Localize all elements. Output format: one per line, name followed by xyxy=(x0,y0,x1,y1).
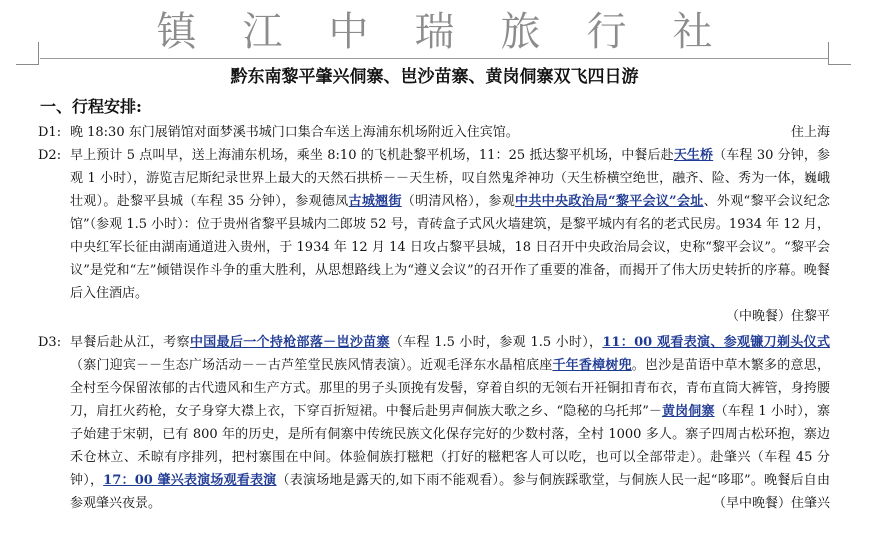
header-rule xyxy=(40,58,829,59)
day-text: 晚 18:30 东门展销馆对面梦溪书城门口集合车送上海浦东机场附近入住宾馆。 xyxy=(70,125,519,140)
agency-header: 镇江中瑞旅行社 xyxy=(156,9,759,55)
day-label: D1: xyxy=(38,125,62,140)
day-text: （寨门迎宾－－生态广场活动－－古芦笙堂民族风情表演）。近观毛泽东水晶棺底座 xyxy=(70,358,553,373)
day-text: 早上预计 5 点叫早，送上海浦东机场，乘坐 8:10 的飞机赴黎平机场，11：25 抵达黎平机场，中餐后赴 xyxy=(70,148,674,163)
day-text: （明清风格），参观 xyxy=(401,194,516,209)
attraction-link[interactable]: 古城翘街 xyxy=(348,194,402,209)
day-text: 。岜沙是苗语中草木繁多的意思，全村至今保留浓郁的古代遗风和生产方式。那里的男子头顶挽有发髻，穿着自织的无领右开衽铜扣青布衣，青布直筒大裤管，身挎腰刀，肩扛火药枪，女子身穿大襟上衣，下穿百折短裙。中餐后赴男声侗族大歌之乡、“隐秘的乌托邦”－ xyxy=(70,358,830,419)
crop-mark-top-left xyxy=(16,42,39,65)
day-description xyxy=(70,121,830,144)
attraction-link[interactable]: 黄岗侗寨 xyxy=(661,404,715,419)
day-text: （车程 1.5 小时，参观 1.5 小时）， xyxy=(389,335,603,350)
day-description xyxy=(70,144,830,328)
day-text: （车程 1 小时），寨子始建于宋朝，已有 800 年的历史，是所有侗寨中传统民族文化保存完好的少数村落，全村 1000 多人。寨子四周古松环抱，寨边禾仓林立、禾晾有序排列，把村寨围在中间。体验侗族打糍粑（打好的糍粑客人可以吃，也可以全部带走）。赴肇兴（车程 45 分钟）， xyxy=(70,404,830,488)
document-title: 黔东南黎平肇兴侗寨、岜沙苗寨、黄岗侗寨双飞四日游 xyxy=(230,67,639,87)
lodging-label: 住黎平 xyxy=(790,309,830,324)
day-label: D3: xyxy=(38,335,62,350)
crop-mark-top-right xyxy=(828,42,851,65)
section-heading: 一、行程安排: xyxy=(40,97,142,116)
meals-label: （早中晚餐） xyxy=(712,496,791,511)
day-text: （表演场地是露天的,如下雨不能观看）。参与侗族踩歌堂，与侗族人民一起“哆耶”。晚餐后自由参观肇兴夜景。 xyxy=(70,473,830,511)
attraction-link[interactable]: 11：00 观看表演、参观镰刀剃头仪式 xyxy=(602,335,830,350)
attraction-link[interactable]: 千年香樟树兜 xyxy=(552,358,632,373)
lodging-label: 住上海 xyxy=(790,125,830,140)
day-footer xyxy=(70,305,830,328)
day-text: 早餐后赴从江，考察 xyxy=(70,335,190,350)
attraction-link[interactable]: 中共中央政治局“黎平会议”会址 xyxy=(515,194,704,209)
day-text: 、外观“黎平会议纪念馆”（参观 1.5 小时）：位于贵州省黎平县城内二郎坡 52 号，青砖盒子式风火墙建筑，是黎平城内有名的老式民房。1934 年 12 月，中央红军长征由湖南通道进入贵州，于 1934 年 12 月 14 日攻占黎平县城，18 日召开中央政治局会议，史称“黎平会议”。“黎平会议”是党和“左”倾错误作斗争的重大胜利，从思想路线上为“遵义会议”的召开作了重要的准备，而揭开了伟大历史转折的序幕。晚餐后入住酒店。 xyxy=(70,194,830,301)
attraction-link[interactable]: 中国最后一个持枪部落－岜沙苗寨 xyxy=(189,335,390,350)
day-text: （车程 30 分钟，参观 1 小时），游览吉尼斯纪录世界上最大的天然石拱桥－－天生桥，叹自然鬼斧神功（天生桥横空绝世，融齐、险、秀为一体，巍峨壮观）。赴黎平县城（车程 35 分钟），参观德凤 xyxy=(70,148,830,209)
day-description xyxy=(70,331,830,515)
attraction-link[interactable]: 天生桥 xyxy=(673,148,714,163)
day-label: D2: xyxy=(38,148,62,163)
meals-label: （中晚餐） xyxy=(725,309,791,324)
day-footer xyxy=(713,492,830,515)
attraction-link[interactable]: 17：00 肇兴表演场观看表演 xyxy=(103,473,277,488)
lodging-label: 住肇兴 xyxy=(790,496,830,511)
